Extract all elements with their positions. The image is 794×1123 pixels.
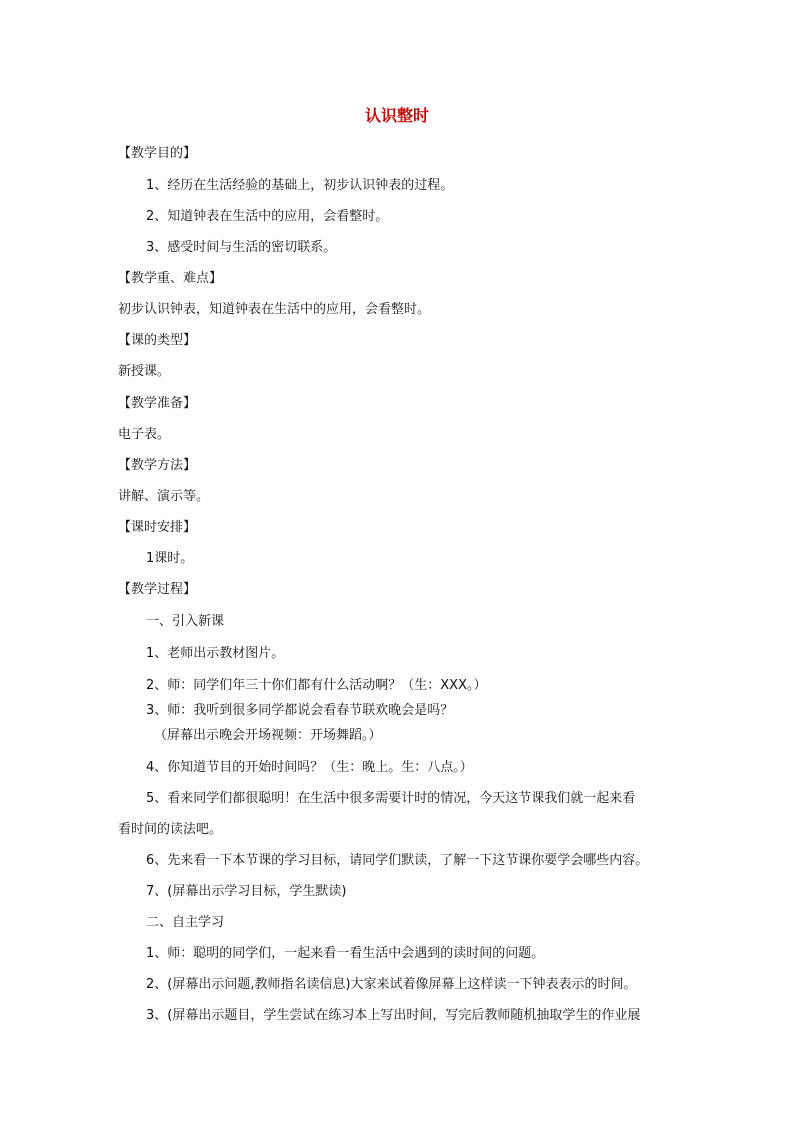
process-item: 1、师：聪明的同学们，一起来看一看生活中会遇到的读时间的问题。 <box>146 946 545 961</box>
process-subheading-intro: 一、引入新课 <box>146 614 225 629</box>
process-item: （屏幕出示晚会开场视频：开场舞蹈。） <box>154 728 382 743</box>
process-item: 3、(屏幕出示题目，学生尝试在练习本上写出时间，写完后教师随机抽取学生的作业展 <box>146 1008 641 1023</box>
section-heading-schedule: 【课时安排】 <box>118 520 197 535</box>
process-item: 5、看来同学们都很聪明！在生活中很多需要计时的情况，今天这节课我们就一起来看 <box>146 791 636 806</box>
objective-item-2: 2、知道钟表在生活中的应用，会看整时。 <box>146 209 389 224</box>
key-points-text: 初步认识钟表，知道钟表在生活中的应用，会看整时。 <box>118 302 431 317</box>
section-heading-preparation: 【教学准备】 <box>118 396 197 411</box>
preparation-text: 电子表。 <box>118 427 171 442</box>
process-item: 7、(屏幕出示学习目标，学生默读) <box>146 884 347 899</box>
section-heading-lesson-type: 【课的类型】 <box>118 333 197 348</box>
schedule-text: 1课时。 <box>146 551 194 566</box>
process-item: 4、你知道节目的开始时间吗？（生：晚上。生：八点。） <box>146 760 473 775</box>
section-heading-key-points: 【教学重、难点】 <box>118 271 223 286</box>
process-item: 6、先来看一下本节课的学习目标，请同学们默读，了解一下这节课你要学会哪些内容。 <box>146 853 649 868</box>
process-item: 3、师：我听到很多同学都说会看春节联欢晚会是吗？ <box>146 703 454 718</box>
process-subheading-self-study: 二、自主学习 <box>146 915 225 930</box>
lesson-type-text: 新授课。 <box>118 364 171 379</box>
section-heading-objectives: 【教学目的】 <box>118 146 197 161</box>
objective-item-1: 1、经历在生活经验的基础上，初步认识钟表的过程。 <box>146 178 454 193</box>
objective-item-3: 3、感受时间与生活的密切联系。 <box>146 240 337 255</box>
methods-text: 讲解、演示等。 <box>118 489 210 504</box>
document-title: 认识整时 <box>364 106 429 125</box>
process-item: 2、师：同学们年三十你们都有什么活动啊？（生：XXX。） <box>146 678 487 693</box>
process-item-continuation: 看时间的读法吧。 <box>118 822 223 837</box>
process-item: 1、老师出示教材图片。 <box>146 646 285 661</box>
process-item: 2、(屏幕出示问题,教师指名读信息)大家来试着像屏幕上这样读一下钟表表示的时间。 <box>146 977 637 992</box>
section-heading-methods: 【教学方法】 <box>118 458 197 473</box>
section-heading-process: 【教学过程】 <box>118 582 197 597</box>
